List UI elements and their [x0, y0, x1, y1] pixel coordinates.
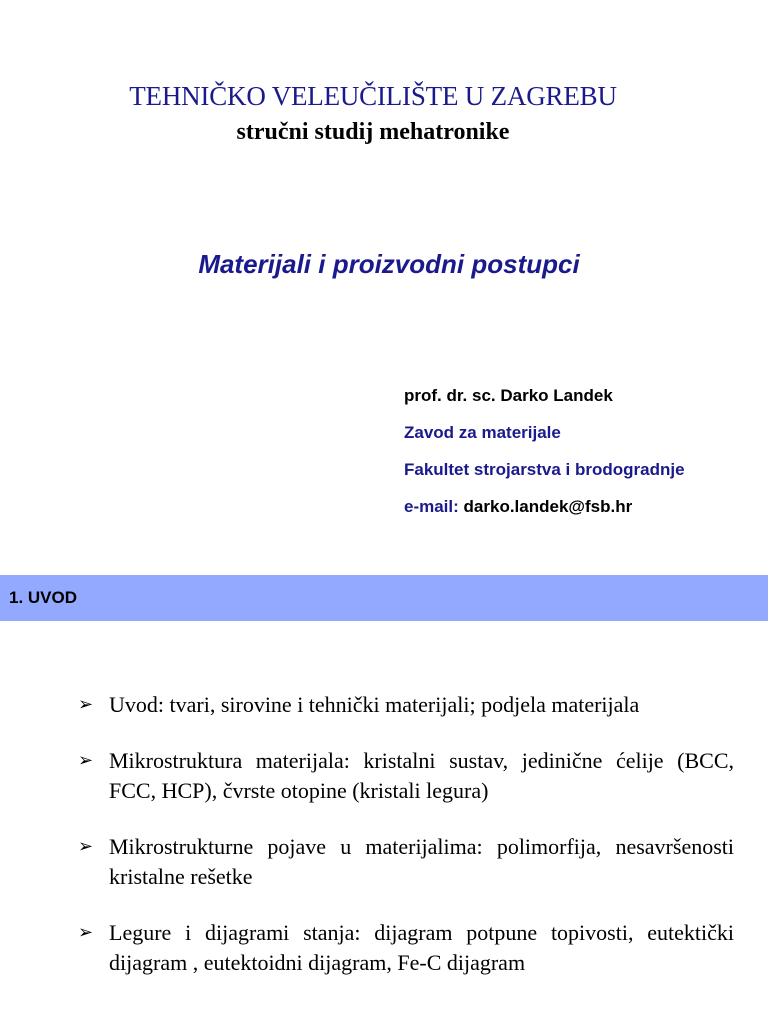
- author-name: prof. dr. sc. Darko Landek: [404, 386, 613, 405]
- arrow-bullet-icon: ➢: [78, 750, 94, 771]
- institution-title: TEHNIČKO VELEUČILIŠTE U ZAGREBU: [129, 81, 617, 111]
- author-email-row: [404, 495, 632, 519]
- list-item: [78, 918, 734, 978]
- arrow-bullet-icon: ➢: [78, 922, 94, 943]
- email-label: e-mail:: [404, 497, 459, 516]
- topic-list: [78, 690, 734, 978]
- topic-text: Legure i dijagrami stanja: dijagram potpune topivosti, eutektički dijagram , eutektoidni dijagram, Fe-C dijagram: [109, 920, 734, 975]
- section-title: 1. UVOD: [9, 588, 78, 607]
- author-department: Zavod za materijale: [404, 423, 561, 442]
- study-program: stručni studij mehatronike: [236, 119, 510, 145]
- author-faculty: Fakultet strojarstva i brodogradnje: [404, 460, 685, 479]
- topic-text: Mikrostruktura materijala: kristalni sustav, jedinične ćelije (BCC, FCC, HCP), čvrste otopine (kristali legura): [109, 748, 734, 803]
- list-item: [78, 690, 734, 720]
- list-item: [78, 832, 734, 892]
- topic-text: Mikrostrukturne pojave u materijalima: polimorfija, nesavršenosti kristalne rešetke: [109, 834, 734, 889]
- arrow-bullet-icon: ➢: [78, 694, 94, 715]
- section-header-bar: [0, 575, 768, 621]
- course-title: Materijali i proizvodni postupci: [198, 249, 580, 279]
- list-item: [78, 746, 734, 806]
- email-link[interactable]: darko.landek@fsb.hr: [463, 497, 633, 516]
- topic-text: Uvod: tvari, sirovine i tehnički materijali; podjela materijala: [109, 692, 640, 717]
- arrow-bullet-icon: ➢: [78, 836, 94, 857]
